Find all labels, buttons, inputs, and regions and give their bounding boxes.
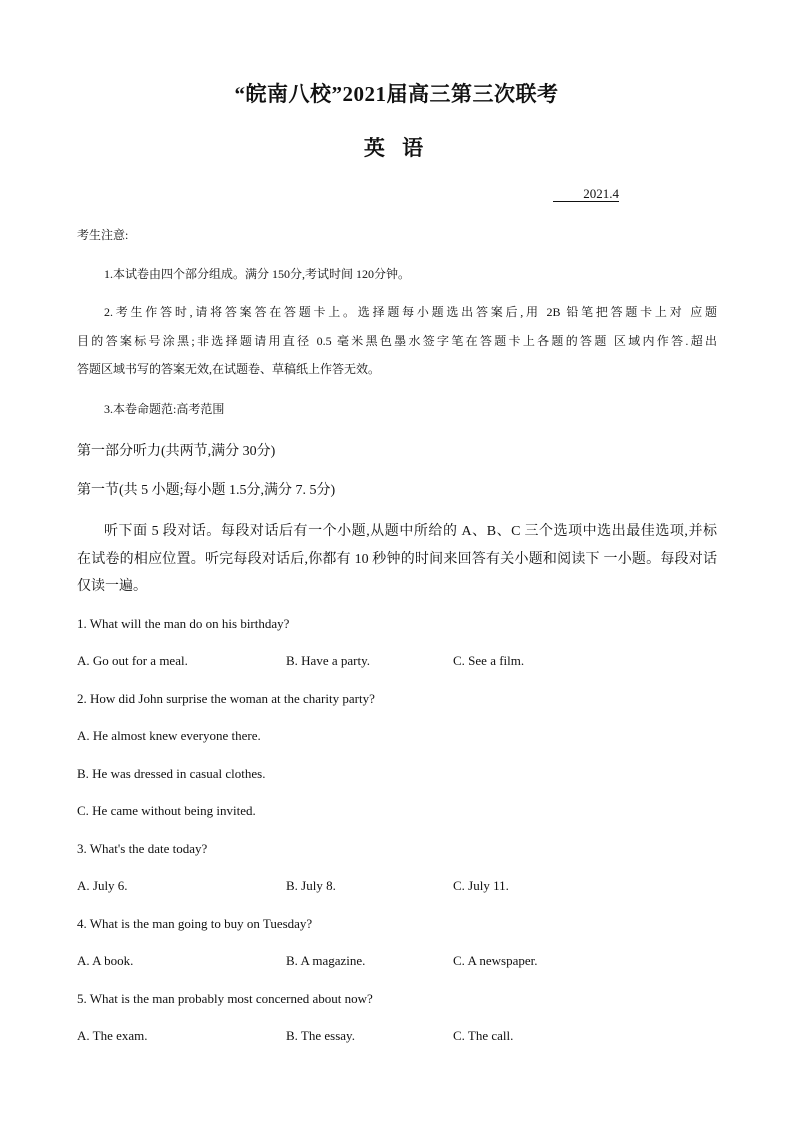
notice-item-2-line-3: 答题区域书写的答案无效,在试题卷、草稿纸上作答无效。: [77, 362, 381, 376]
question-5-stem: 5. What is the man probably most concerned about now?: [77, 991, 373, 1006]
question-3-option-a: A. July 6.: [77, 878, 128, 893]
question-5-option-a: A. The exam.: [77, 1028, 148, 1043]
exam-title: “皖南八校”2021届高三第三次联考: [234, 82, 559, 106]
part-1-heading: 第一部分听力(共两节,满分 30分): [77, 444, 276, 459]
question-5-option-c: C. The call.: [453, 1028, 514, 1043]
question-4-option-b: B. A magazine.: [286, 953, 366, 968]
instructions-line-1: 听下面 5 段对话。每段对话后有一个小题,从题中所给的 A、B、C 三个选项中选出最佳选项,并标: [104, 524, 717, 539]
notice-item-2-line-1: 2.考生作答时,请将答案答在答题卡上。选择题每小题选出答案后,用 2B 铅笔把答题卡上对 应题: [104, 305, 717, 319]
question-2-stem: 2. How did John surprise the woman at the charity party?: [77, 691, 375, 706]
instructions-line-3: 仅读一遍。: [77, 579, 147, 594]
exam-date: 2021.4: [553, 186, 619, 202]
question-4-option-c: C. A newspaper.: [453, 953, 538, 968]
question-2-option-c: C. He came without being invited.: [77, 803, 256, 818]
question-3-option-b: B. July 8.: [286, 878, 336, 893]
notice-item-2-line-2: 目的答案标号涂黑;非选择题请用直径 0.5 毫米黑色墨水签字笔在答题卡上各题的答题 区域内作答.超出: [77, 334, 717, 348]
question-4-stem: 4. What is the man going to buy on Tuesday?: [77, 916, 313, 931]
notice-item-1: 1.本试卷由四个部分组成。满分 150分,考试时间 120分钟。: [104, 267, 411, 281]
question-1-option-b: B. Have a party.: [286, 653, 370, 668]
notice-heading: 考生注意:: [77, 228, 129, 242]
question-1-stem: 1. What will the man do on his birthday?: [77, 616, 290, 631]
question-1-option-a: A. Go out for a meal.: [77, 653, 188, 668]
notice-item-3: 3.本卷命题范:高考范围: [104, 402, 225, 416]
question-3-stem: 3. What's the date today?: [77, 841, 208, 856]
instructions-line-2: 在试卷的相应位置。听完每段对话后,你都有 10 秒钟的时间来回答有关小题和阅读下 一小题。每段对话: [77, 552, 717, 567]
question-3-option-c: C. July 11.: [453, 878, 509, 893]
question-4-option-a: A. A book.: [77, 953, 134, 968]
question-1-option-c: C. See a film.: [453, 653, 525, 668]
question-2-option-a: A. He almost knew everyone there.: [77, 728, 261, 743]
question-5-option-b: B. The essay.: [286, 1028, 355, 1043]
question-2-option-b: B. He was dressed in casual clothes.: [77, 766, 266, 781]
section-1-heading: 第一节(共 5 小题;每小题 1.5分,满分 7. 5分): [77, 483, 336, 498]
subject-title: 英 语: [363, 136, 430, 160]
